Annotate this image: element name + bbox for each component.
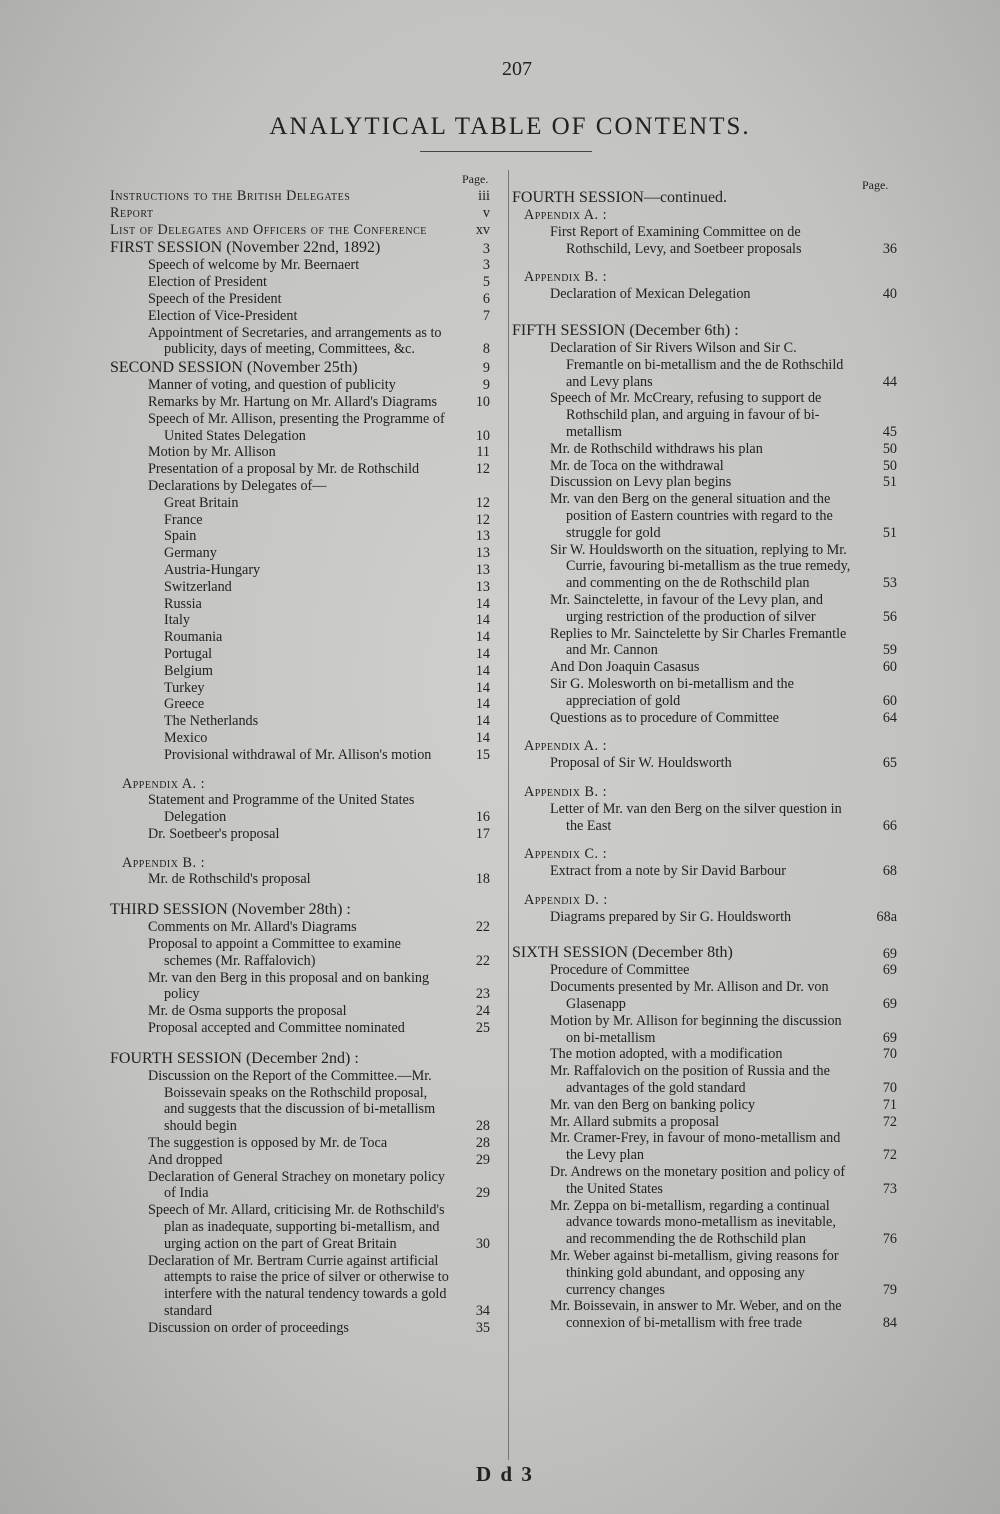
toc-entry — [110, 776, 490, 793]
toc-entry-title: Mr. Cramer-Frey, in favour of mono-metallism and the Levy plan — [550, 1130, 841, 1164]
toc-entry — [110, 495, 490, 512]
toc-entry — [110, 1320, 490, 1337]
toc-entry — [512, 1130, 897, 1164]
toc-entry-page: 34 — [475, 1303, 490, 1320]
toc-entry-page: 72 — [882, 1147, 897, 1164]
toc-entry — [512, 1046, 897, 1063]
toc-entry-title: Sir W. Houldsworth on the situation, replying to Mr. Currie, favouring bi-metallism as the true remedy, and commenting on the de Rothschild plan — [550, 541, 851, 592]
toc-entry — [512, 943, 897, 962]
toc-entry-title: Appointment of Secretaries, and arrangements as to publicity, days of meeting, Committees, &c. — [148, 324, 442, 358]
toc-entry — [110, 394, 490, 411]
toc-entry — [110, 205, 490, 222]
toc-entry-page: 64 — [882, 709, 897, 726]
toc-entry — [110, 713, 490, 730]
toc-entry — [110, 238, 490, 257]
toc-entry-title: FIFTH SESSION (December 6th) : — [512, 321, 739, 339]
toc-entry-page: 5 — [482, 274, 490, 291]
toc-entry-title: Mexico — [164, 729, 208, 746]
toc-entry — [512, 458, 897, 475]
toc-entry — [110, 826, 490, 843]
toc-entry-page: 40 — [882, 286, 897, 303]
toc-entry-title: SECOND SESSION (November 25th) — [110, 359, 358, 377]
toc-entry — [110, 257, 490, 274]
toc-entry-page: 14 — [475, 713, 490, 730]
toc-entry — [512, 1097, 897, 1114]
toc-entry — [110, 612, 490, 629]
toc-entry-title: Appendix C. : — [524, 846, 608, 863]
toc-entry-title: Documents presented by Mr. Allison and Dr. von Glasenapp — [550, 979, 829, 1013]
toc-entry-page: 76 — [882, 1231, 897, 1248]
entry-gap — [512, 257, 897, 269]
toc-entry — [512, 188, 897, 207]
toc-entry — [110, 871, 490, 888]
page-number: 207 — [502, 58, 532, 80]
toc-entry-title: Mr. van den Berg on banking policy — [550, 1096, 756, 1113]
toc-right-column — [512, 188, 897, 1332]
toc-entry-title: First Report of Examining Committee on de Rothschild, Levy, and Soetbeer proposals — [550, 223, 802, 257]
toc-entry — [110, 274, 490, 291]
toc-entry-title: Mr. de Rothschild's proposal — [148, 871, 311, 888]
toc-entry-title: Mr. van den Berg in this proposal and on banking policy — [148, 969, 430, 1003]
toc-entry-page: 60 — [882, 692, 897, 709]
toc-entry-page: 12 — [475, 511, 490, 528]
toc-entry — [110, 308, 490, 325]
toc-entry-page: 14 — [475, 595, 490, 612]
entry-gap — [110, 764, 490, 776]
toc-entry-title: Austria-Hungary — [164, 561, 261, 578]
toc-entry-title: Mr. de Toca on the withdrawal — [550, 457, 724, 474]
toc-entry-title: Russia — [164, 595, 202, 612]
toc-entry — [110, 222, 490, 239]
toc-entry-title: Declaration of Mexican Delegation — [550, 286, 751, 303]
toc-entry-page: 53 — [882, 575, 897, 592]
toc-entry-page: 29 — [475, 1185, 490, 1202]
toc-entry — [110, 1202, 490, 1252]
toc-entry — [110, 900, 490, 919]
toc-entry — [110, 747, 490, 764]
entry-gap — [512, 303, 897, 321]
toc-entry-page: 15 — [475, 746, 490, 763]
toc-entry-page: 16 — [475, 809, 490, 826]
toc-entry-title: Motion by Mr. Allison for beginning the discussion on bi-metallism — [550, 1012, 842, 1046]
toc-entry-title: FOURTH SESSION (December 2nd) : — [110, 1049, 359, 1067]
toc-entry-page: 79 — [882, 1281, 897, 1298]
toc-entry-title: Italy — [164, 612, 190, 629]
toc-entry-title: Sir G. Molesworth on bi-metallism and the appreciation of gold — [550, 675, 794, 709]
toc-entry-page: 70 — [882, 1080, 897, 1097]
toc-entry-title: Discussion on the Report of the Committee.—Mr. Boissevain speaks on the Rothschild proposal, and suggests that the discussion of bi-metallism should begin — [148, 1067, 436, 1135]
toc-entry-page: 69 — [882, 945, 897, 962]
toc-entry-page: 30 — [475, 1235, 490, 1252]
entry-gap — [512, 726, 897, 738]
toc-entry-page: 66 — [882, 817, 897, 834]
toc-entry-page: 10 — [475, 427, 490, 444]
toc-left-column — [110, 188, 490, 1337]
toc-entry — [110, 855, 490, 872]
footer-signature: D d 3 — [476, 1462, 534, 1486]
toc-entry — [110, 696, 490, 713]
toc-entry-title: Belgium — [164, 662, 213, 679]
toc-entry — [110, 461, 490, 478]
toc-entry — [512, 738, 897, 755]
toc-entry — [110, 291, 490, 308]
entry-gap — [110, 1037, 490, 1049]
toc-entry-title: Switzerland — [164, 578, 232, 595]
toc-entry — [110, 325, 490, 359]
toc-entry-page: 35 — [475, 1319, 490, 1336]
toc-entry — [110, 1020, 490, 1037]
toc-entry-page: 18 — [475, 871, 490, 888]
toc-entry-page: 69 — [882, 996, 897, 1013]
toc-entry-title: Portugal — [164, 645, 213, 662]
toc-entry-title: And Don Joaquin Casasus — [550, 659, 700, 676]
toc-entry-page: 12 — [475, 461, 490, 478]
toc-entry-title: Statement and Programme of the United States Delegation — [148, 792, 415, 826]
toc-entry-page: 10 — [475, 393, 490, 410]
toc-entry-page: 72 — [882, 1113, 897, 1130]
toc-entry-title: Appendix D. : — [524, 891, 608, 908]
toc-entry-title: Mr. Allard submits a proposal — [550, 1113, 720, 1130]
toc-entry — [512, 340, 897, 390]
toc-entry — [512, 1298, 897, 1332]
toc-entry-page: 14 — [475, 696, 490, 713]
toc-entry — [110, 512, 490, 529]
toc-entry — [110, 970, 490, 1004]
toc-entry — [110, 646, 490, 663]
toc-entry — [512, 1198, 897, 1248]
toc-entry-page: 25 — [475, 1020, 490, 1037]
toc-entry — [512, 909, 897, 926]
toc-entry — [110, 444, 490, 461]
entry-gap — [512, 925, 897, 943]
toc-entry-title: The Netherlands — [164, 713, 259, 730]
toc-entry — [512, 755, 897, 772]
toc-entry-title: Discussion on Levy plan begins — [550, 474, 732, 491]
toc-entry-page: 70 — [882, 1046, 897, 1063]
toc-entry-title: Letter of Mr. van den Berg on the silver question in the East — [550, 800, 842, 834]
toc-entry-page: 65 — [882, 755, 897, 772]
toc-entry-page: 73 — [882, 1180, 897, 1197]
toc-entry-page: 14 — [475, 645, 490, 662]
toc-entry — [512, 474, 897, 491]
toc-entry — [512, 962, 897, 979]
toc-entry — [110, 792, 490, 826]
toc-entry — [110, 562, 490, 579]
toc-entry — [110, 528, 490, 545]
toc-entry — [110, 478, 490, 495]
toc-entry-title: Appendix A. : — [122, 775, 206, 792]
toc-entry-title: Appendix B. : — [122, 854, 206, 871]
toc-entry — [512, 1063, 897, 1097]
toc-entry-title: Speech of Mr. McCreary, refusing to support de Rothschild plan, and arguing in favour of bi-metallism — [550, 390, 822, 440]
toc-entry — [512, 321, 897, 340]
toc-entry-title: Speech of Mr. Allison, presenting the Programme of United States Delegation — [148, 410, 445, 444]
toc-entry-page: 28 — [475, 1118, 490, 1135]
toc-entry — [512, 441, 897, 458]
toc-entry — [110, 663, 490, 680]
toc-entry-title: Declarations by Delegates of— — [148, 477, 327, 494]
toc-entry-title: Mr. Weber against bi-metallism, giving reasons for thinking gold abundant, and opposing any currency changes — [550, 1248, 839, 1298]
toc-entry-page: 29 — [475, 1151, 490, 1168]
column-divider — [508, 170, 509, 1460]
toc-entry-title: Presentation of a proposal by Mr. de Rothschild — [148, 461, 420, 478]
toc-entry-title: Appendix B. : — [524, 783, 608, 800]
right-page-label: Page. — [862, 178, 889, 192]
toc-entry-title: Manner of voting, and question of publicity — [148, 377, 396, 394]
toc-entry — [512, 659, 897, 676]
entry-gap — [512, 880, 897, 892]
toc-entry — [512, 784, 897, 801]
toc-entry — [512, 1013, 897, 1047]
toc-entry-title: List of Delegates and Officers of the Conference — [110, 221, 427, 238]
toc-entry-page: 68a — [876, 908, 897, 925]
toc-entry-title: Speech of the President — [148, 290, 282, 307]
toc-entry-title: Mr. Sainctelette, in favour of the Levy plan, and urging restriction of the production of silver — [550, 591, 824, 625]
toc-entry-title: Greece — [164, 696, 205, 713]
toc-entry-title: Turkey — [164, 679, 205, 696]
toc-entry-title: Election of President — [148, 274, 267, 291]
toc-entry-page: 3 — [482, 257, 490, 274]
toc-entry-title: THIRD SESSION (November 28th) : — [110, 901, 351, 919]
toc-entry — [110, 377, 490, 394]
toc-entry-page: iii — [478, 188, 490, 204]
toc-entry — [110, 358, 490, 377]
toc-entry-page: 45 — [882, 423, 897, 440]
toc-entry — [110, 411, 490, 445]
toc-entry-title: Mr. Boissevain, in answer to Mr. Weber, and on the connexion of bi-metallism with free trade — [550, 1298, 842, 1332]
page-title: ANALYTICAL TABLE OF CONTENTS. — [269, 113, 751, 140]
toc-entry-title: Germany — [164, 545, 217, 562]
toc-entry — [512, 286, 897, 303]
toc-entry — [512, 207, 897, 224]
toc-entry — [110, 936, 490, 970]
toc-entry-page: 44 — [882, 373, 897, 390]
toc-entry-page: 50 — [882, 457, 897, 474]
toc-entry-page: 36 — [882, 240, 897, 257]
toc-entry — [512, 390, 897, 440]
toc-entry-page: 51 — [882, 524, 897, 541]
toc-entry-title: Declaration of General Strachey on monetary policy of India — [148, 1168, 446, 1202]
toc-entry — [512, 1114, 897, 1131]
toc-entry-page: 13 — [475, 545, 490, 562]
toc-entry — [512, 626, 897, 660]
toc-entry-page: 14 — [475, 729, 490, 746]
toc-entry-title: Election of Vice-President — [148, 307, 298, 324]
toc-entry-page: 56 — [882, 608, 897, 625]
toc-entry — [110, 629, 490, 646]
toc-entry-page: 11 — [476, 444, 490, 461]
toc-entry-title: Roumania — [164, 629, 223, 646]
toc-entry — [110, 1003, 490, 1020]
toc-entry — [512, 979, 897, 1013]
toc-entry — [110, 596, 490, 613]
toc-entry-title: The motion adopted, with a modification — [550, 1046, 783, 1063]
toc-entry-title: Provisional withdrawal of Mr. Allison's motion — [164, 746, 432, 763]
toc-entry-title: Mr. Zeppa on bi-metallism, regarding a continual advance towards mono-metallism as inevitable, and recommending the de Rothschild plan — [550, 1197, 836, 1248]
toc-entry-title: SIXTH SESSION (December 8th) — [512, 944, 733, 962]
toc-entry-page: 23 — [475, 986, 490, 1003]
toc-entry-title: Report — [110, 204, 154, 221]
toc-entry-title: FOURTH SESSION—continued. — [512, 189, 728, 206]
left-page-label: Page. — [462, 172, 489, 186]
toc-entry — [110, 680, 490, 697]
toc-entry-title: Declaration of Sir Rivers Wilson and Sir C. Fremantle on bi-metallism and the de Rothschild and Levy plans — [550, 339, 844, 390]
toc-entry-page: 13 — [475, 561, 490, 578]
toc-entry-title: Mr. de Osma supports the proposal — [148, 1003, 347, 1020]
toc-entry-title: The suggestion is opposed by Mr. de Toca — [148, 1135, 388, 1152]
toc-entry-page: 13 — [475, 578, 490, 595]
toc-entry-page: 17 — [475, 825, 490, 842]
toc-entry-page: 71 — [882, 1096, 897, 1113]
toc-entry — [110, 1049, 490, 1068]
title-rule — [420, 151, 592, 152]
toc-entry-title: Questions as to procedure of Committee — [550, 709, 779, 726]
toc-entry — [110, 1135, 490, 1152]
toc-entry — [512, 542, 897, 592]
toc-entry-title: Remarks by Mr. Hartung on Mr. Allard's Diagrams — [148, 393, 438, 410]
toc-entry-page: 14 — [475, 629, 490, 646]
toc-entry — [110, 1253, 490, 1320]
toc-entry — [110, 545, 490, 562]
toc-entry — [110, 188, 490, 205]
toc-entry-page: xv — [475, 221, 490, 238]
toc-entry-title: Instructions to the British Delegates — [110, 188, 351, 204]
toc-entry-page: 59 — [882, 642, 897, 659]
toc-entry-page: 7 — [482, 307, 490, 324]
toc-entry — [110, 730, 490, 747]
toc-entry-page: 84 — [882, 1315, 897, 1332]
toc-entry-title: Mr. van den Berg on the general situation and the position of Eastern countries with regard to the struggle for gold — [550, 491, 833, 541]
toc-entry — [110, 919, 490, 936]
toc-entry-title: Proposal accepted and Committee nominated — [148, 1020, 405, 1037]
entry-gap — [512, 834, 897, 846]
toc-entry-page: 14 — [475, 612, 490, 629]
toc-entry-title: Speech of Mr. Allard, criticising Mr. de Rothschild's plan as inadequate, supporting bi-metallism, and urging action on the part of Great Britain — [148, 1202, 445, 1252]
toc-entry-title: Appendix A. : — [524, 738, 608, 755]
toc-entry — [512, 1248, 897, 1298]
toc-entry-page: 8 — [482, 341, 490, 358]
toc-entry — [512, 710, 897, 727]
toc-entry — [110, 1068, 490, 1135]
toc-entry-title: Dr. Andrews on the monetary position and policy of the United States — [550, 1164, 846, 1197]
toc-entry-page: 3 — [482, 240, 490, 257]
toc-entry — [512, 269, 897, 286]
toc-entry-page: 22 — [475, 952, 490, 969]
toc-entry-title: Speech of welcome by Mr. Beernaert — [148, 257, 360, 274]
toc-entry-title: FIRST SESSION (November 22nd, 1892) — [110, 239, 381, 257]
toc-entry — [512, 491, 897, 541]
toc-entry-page: 50 — [882, 440, 897, 457]
toc-entry-title: Diagrams prepared by Sir G. Houldsworth — [550, 908, 792, 925]
entry-gap — [512, 772, 897, 784]
toc-entry — [512, 801, 897, 835]
entry-gap — [110, 888, 490, 900]
toc-entry-page: 9 — [482, 360, 490, 377]
toc-entry-title: Appendix B. : — [524, 269, 608, 286]
toc-entry-page: 69 — [882, 962, 897, 979]
toc-entry-title: Mr. Raffalovich on the position of Russia and the advantages of the gold standard — [550, 1063, 830, 1097]
toc-entry-page: 28 — [475, 1135, 490, 1152]
toc-entry-title: Replies to Mr. Sainctelette by Sir Charles Fremantle and Mr. Cannon — [550, 625, 847, 659]
toc-entry-title: Motion by Mr. Allison — [148, 444, 276, 461]
toc-entry-page: 13 — [475, 528, 490, 545]
toc-entry — [110, 1169, 490, 1203]
toc-entry-page: v — [482, 204, 490, 221]
toc-entry-title: Great Britain — [164, 494, 239, 511]
toc-entry-title: Declaration of Mr. Bertram Currie against artificial attempts to raise the price of silver or otherwise to interfere with the natural tendency towards a gold standard — [148, 1252, 449, 1320]
toc-entry-title: Procedure of Committee — [550, 962, 690, 979]
toc-entry-title: And dropped — [148, 1151, 223, 1168]
toc-entry-page: 22 — [475, 919, 490, 936]
toc-entry-page: 14 — [475, 679, 490, 696]
entry-gap — [110, 843, 490, 855]
toc-entry-title: Comments on Mr. Allard's Diagrams — [148, 919, 357, 936]
toc-entry-page: 69 — [882, 1029, 897, 1046]
toc-entry-title: Mr. de Rothschild withdraws his plan — [550, 440, 763, 457]
toc-entry-title: Spain — [164, 528, 197, 545]
toc-entry — [512, 846, 897, 863]
toc-entry-title: Extract from a note by Sir David Barbour — [550, 863, 786, 880]
toc-entry-page: 12 — [475, 494, 490, 511]
toc-entry-title: France — [164, 511, 203, 528]
toc-entry-page: 9 — [482, 377, 490, 394]
toc-entry-page: 24 — [475, 1003, 490, 1020]
toc-entry — [512, 863, 897, 880]
toc-entry-page: 6 — [482, 290, 490, 307]
toc-entry-title: Proposal of Sir W. Houldsworth — [550, 755, 732, 772]
toc-entry-title: Dr. Soetbeer's proposal — [148, 825, 280, 842]
toc-entry-title: Discussion on order of proceedings — [148, 1319, 349, 1336]
toc-entry — [110, 579, 490, 596]
toc-entry — [512, 892, 897, 909]
toc-entry-title: Appendix A. : — [524, 207, 608, 223]
toc-entry — [110, 1152, 490, 1169]
toc-entry — [512, 224, 897, 258]
toc-entry-title: Proposal to appoint a Committee to examine schemes (Mr. Raffalovich) — [148, 936, 401, 969]
toc-entry-page: 60 — [882, 659, 897, 676]
toc-entry — [512, 676, 897, 710]
toc-entry-page: 14 — [475, 662, 490, 679]
toc-entry — [512, 1164, 897, 1198]
toc-entry-page: 51 — [882, 474, 897, 491]
toc-entry — [512, 592, 897, 626]
toc-entry-page: 68 — [882, 863, 897, 880]
